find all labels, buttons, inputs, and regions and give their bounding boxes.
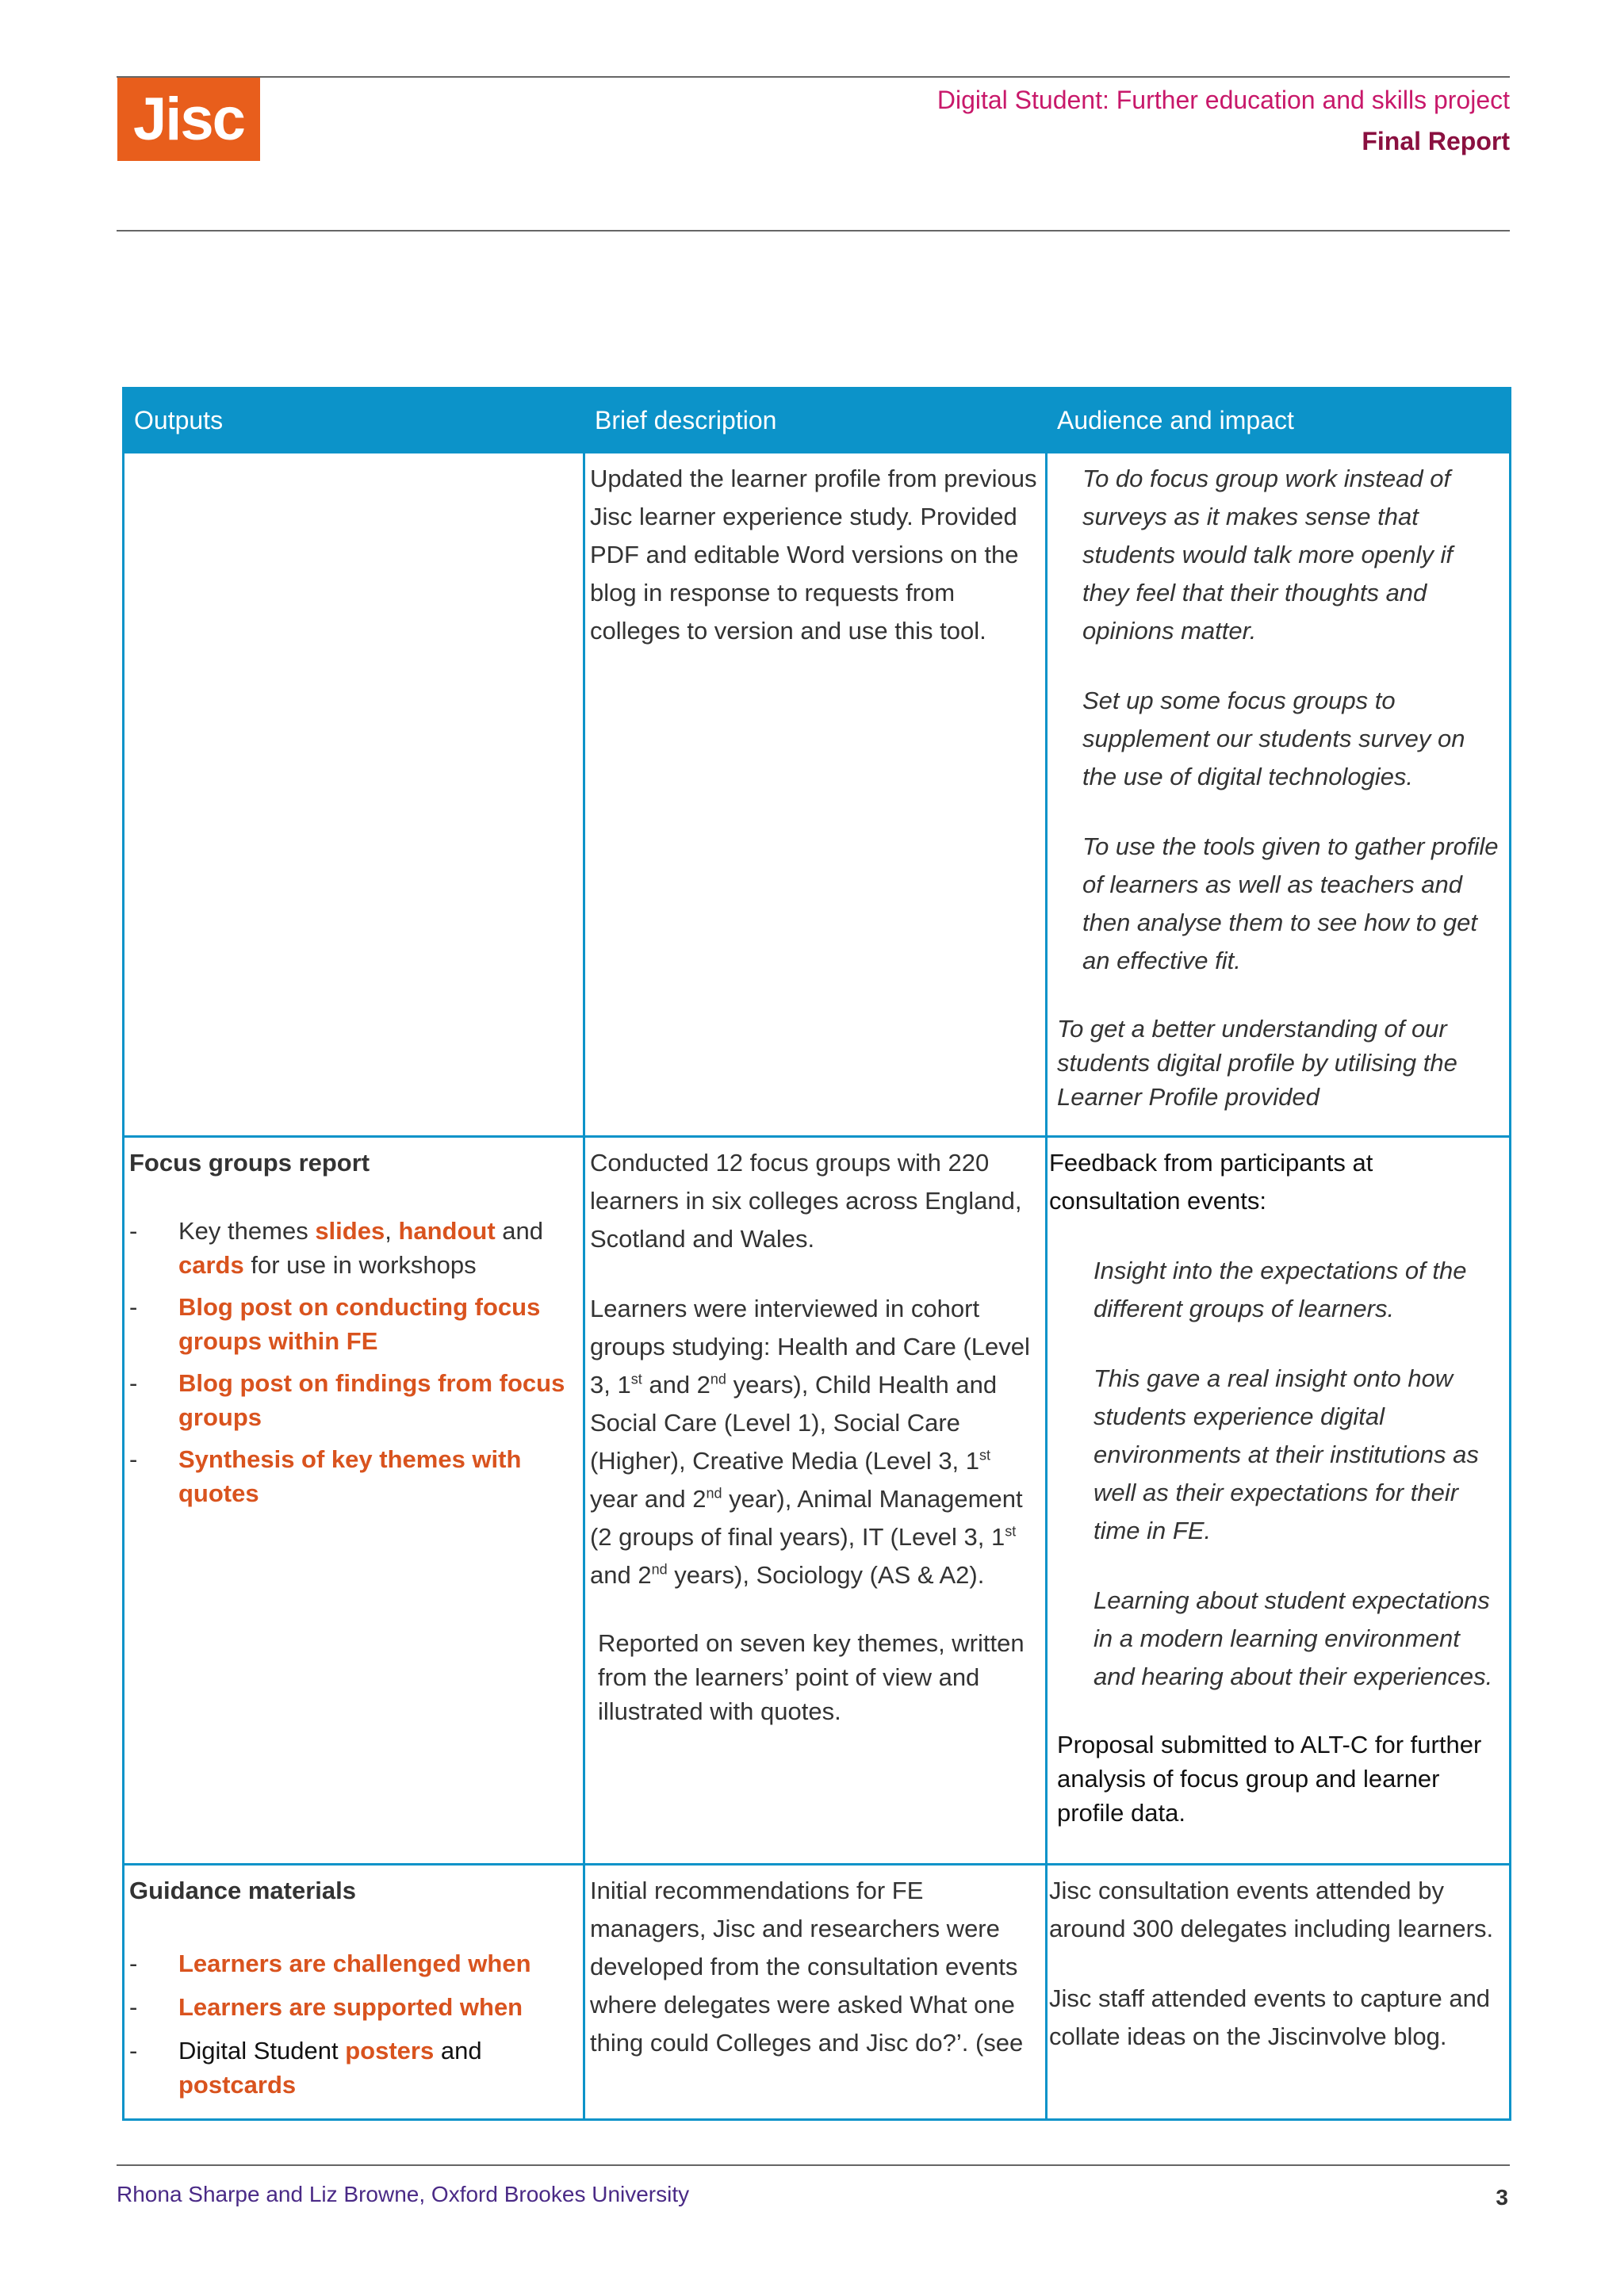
table-row xyxy=(124,1137,1511,1865)
focus-groups-description: Conducted 12 focus groups with 220 learners in six colleges across England, Scotland and Wales. xyxy=(589,1149,1022,1253)
dash-bullet: - xyxy=(129,1993,138,2021)
learners-supported-link[interactable]: Learners are supported when xyxy=(178,1993,523,2021)
report-project-title: Digital Student: Further education and skills project xyxy=(936,86,1510,114)
row3-audience-cell xyxy=(1046,1865,1510,2120)
list-item xyxy=(129,1985,580,2029)
row2-audience-cell xyxy=(1046,1137,1510,1865)
consultation-events-note: Jisc consultation events attended by around 300 delegates including learners. xyxy=(1048,1877,1494,1942)
jisc-logo[interactable]: Jisc xyxy=(117,78,260,161)
table-row xyxy=(124,1865,1511,2120)
row3-outputs-cell xyxy=(124,1865,584,2120)
key-themes-description: Reported on seven key themes, written from the learners’ point of view and illustrated with quotes. xyxy=(597,1629,1025,1725)
header-top-rule xyxy=(117,76,1510,78)
posters-link[interactable]: posters xyxy=(345,2037,435,2064)
cards-link[interactable]: cards xyxy=(178,1251,244,1279)
audience-quote: Insight into the expectations of the different groups of learners. xyxy=(1093,1257,1467,1322)
synthesis-key-themes-link[interactable]: Synthesis of key themes with quotes xyxy=(178,1445,522,1507)
table-row xyxy=(124,453,1511,1137)
jisc-staff-note: Jisc staff attended events to capture and collate ideas on the Jiscinvolve blog. xyxy=(1048,1984,1491,2050)
table-header-row xyxy=(124,388,1511,453)
row2-description-cell xyxy=(584,1137,1046,1865)
feedback-intro: Feedback from participants at consultation events: xyxy=(1048,1149,1373,1215)
footer-authors: Rhona Sharpe and Liz Browne, Oxford Brookes University xyxy=(117,2182,690,2206)
audience-quote: Learning about student expectations in a modern learning environment and hearing about their experiences. xyxy=(1093,1586,1493,1690)
blog-post-findings-link[interactable]: Blog post on findings from focus groups xyxy=(178,1369,565,1431)
cohort-groups-description: Learners were interviewed in cohort groups studying: Health and Care (Level 3, 1st and 2nd years), Child Health and Social Care (Level 1), Social Care (Higher), Creative Media (Level 3, 1st year and 2nd year), Animal Management (2 groups of final years), IT (Level 3, 1st and 2nd years), Sociology (AS & A2). xyxy=(589,1295,1030,1589)
dash-bullet: - xyxy=(129,1950,138,1977)
report-subtitle: Final Report xyxy=(1362,127,1510,155)
focus-groups-outputs-list xyxy=(129,1214,580,1510)
page-number: 3 xyxy=(1496,2185,1508,2210)
list-item xyxy=(129,1290,580,1358)
column-header-brief-description: Brief description xyxy=(584,388,1046,453)
row2-outputs-cell xyxy=(124,1137,584,1865)
dash-bullet: - xyxy=(129,1445,138,1473)
list-item xyxy=(129,1442,580,1510)
row1-audience-cell xyxy=(1046,453,1510,1137)
postcards-link[interactable]: postcards xyxy=(178,2071,297,2099)
audience-closing-quote: To get a better understanding of our students digital profile by utilising the Learner Profile provided xyxy=(1056,1015,1457,1111)
dash-bullet: - xyxy=(129,2037,138,2064)
column-header-audience-impact: Audience and impact xyxy=(1046,388,1510,453)
row1-outputs-cell xyxy=(124,453,584,1137)
row1-description-cell xyxy=(584,453,1046,1137)
outputs-table xyxy=(122,387,1511,2121)
slides-link[interactable]: slides xyxy=(315,1217,385,1245)
recommendations-description: Initial recommendations for FE managers, Jisc and researchers were developed from the consultation events where delegates were asked What one thing could Colleges and Jisc do?’. (see xyxy=(589,1877,1024,2057)
list-item: - Digital Student posters and postcards xyxy=(129,2034,580,2102)
list-item: - Key themes slides, handout and cards for use in workshops xyxy=(129,1214,580,1282)
guidance-materials-list xyxy=(129,1942,580,2102)
audience-quote: This gave a real insight onto how students experience digital environments at their institutions as well as their expectations for their time in FE. xyxy=(1093,1364,1479,1544)
dash-bullet: - xyxy=(129,1293,138,1321)
list-item xyxy=(129,1942,580,1985)
row3-description-cell xyxy=(584,1865,1046,2120)
footer-rule xyxy=(117,2164,1510,2166)
focus-groups-report-title: Focus groups report xyxy=(129,1149,370,1177)
blog-post-conducting-focus-groups-link[interactable]: Blog post on conducting focus groups within FE xyxy=(178,1293,541,1355)
list-item xyxy=(129,1366,580,1434)
guidance-materials-title: Guidance materials xyxy=(129,1877,357,1904)
dash-bullet: - xyxy=(129,1369,138,1397)
row1-description: Updated the learner profile from previous Jisc learner experience study. Provided PDF and editable Word versions on the blog in response to requests from colleges to version and use this tool. xyxy=(589,465,1037,645)
audience-quote: To do focus group work instead of surveys as it makes sense that students would talk more openly if they feel that their thoughts and opinions matter. xyxy=(1082,465,1453,645)
header-bottom-rule xyxy=(117,230,1510,232)
dash-bullet: - xyxy=(129,1217,138,1245)
audience-quote: Set up some focus groups to supplement our students survey on the use of digital technologies. xyxy=(1082,687,1465,790)
column-header-outputs: Outputs xyxy=(124,388,584,453)
alt-c-proposal: Proposal submitted to ALT-C for further analysis of focus group and learner profile data. xyxy=(1056,1731,1482,1827)
audience-quote: To use the tools given to gather profile of learners as well as teachers and then analyse them to see how to get an effective fit. xyxy=(1082,832,1499,974)
learners-challenged-link[interactable]: Learners are challenged when xyxy=(178,1950,531,1977)
handout-link[interactable]: handout xyxy=(398,1217,496,1245)
